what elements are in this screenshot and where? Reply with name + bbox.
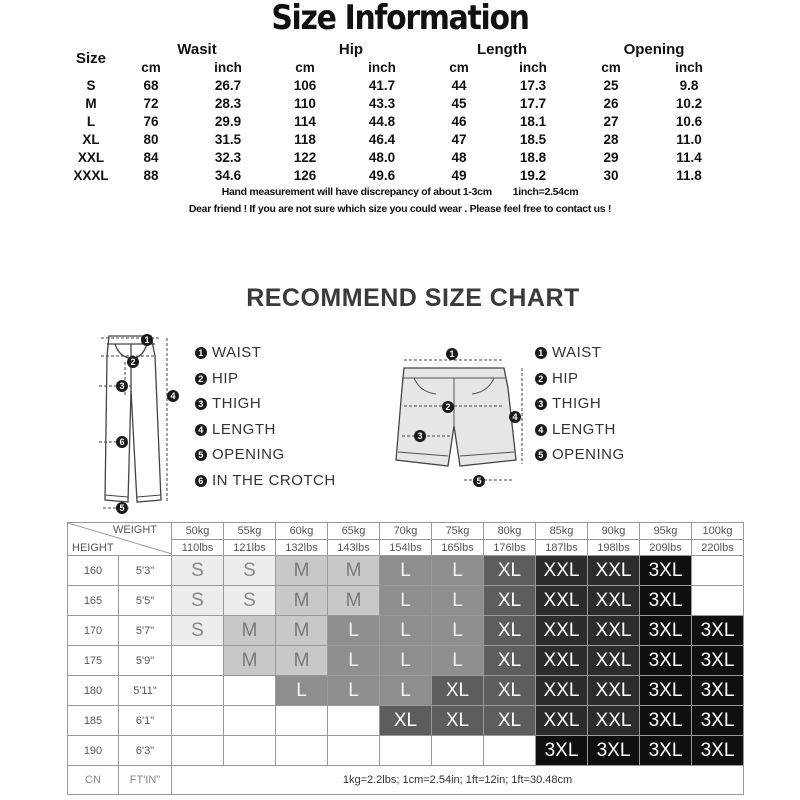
size-cell: XXL xyxy=(588,646,640,676)
value-cell: 30 xyxy=(603,167,619,183)
size-cell: 3XL xyxy=(640,556,692,586)
recommend-title: RECOMMEND SIZE CHART xyxy=(246,284,580,312)
size-cell: L xyxy=(276,676,328,706)
value-cell: 126 xyxy=(293,167,317,183)
legend-label: HIP xyxy=(552,369,579,387)
number-5-icon: 5 xyxy=(195,449,207,461)
weight-kg: 55kg xyxy=(224,523,276,540)
size-cell: S xyxy=(172,616,224,646)
size-cell: XL xyxy=(432,706,484,736)
size-cell: M xyxy=(276,616,328,646)
size-cell: XXL xyxy=(536,586,588,616)
number-4-icon: 4 xyxy=(535,424,547,436)
size-cell: S xyxy=(224,586,276,616)
size-cell: XL xyxy=(432,676,484,706)
size-cell xyxy=(328,706,380,736)
value-cell: 18.8 xyxy=(519,149,547,165)
size-cell xyxy=(224,706,276,736)
size-cell: 3XL xyxy=(692,646,744,676)
value-cell: 17.3 xyxy=(519,77,547,93)
number-4-icon: 4 xyxy=(195,424,207,436)
weight-lbs: 176lbs xyxy=(484,540,536,556)
table-row xyxy=(68,736,744,766)
table-row xyxy=(62,166,732,184)
value-cell: 46.4 xyxy=(368,131,396,147)
size-cell: L xyxy=(432,586,484,616)
value-cell: 88 xyxy=(143,167,159,183)
weight-lbs: 187lbs xyxy=(536,540,588,556)
legend-label: OPENING xyxy=(552,446,625,463)
shorts-marker-4-icon: 4 xyxy=(509,411,521,423)
height-ft: 5'11" xyxy=(119,676,172,706)
value-cell: 72 xyxy=(143,95,159,111)
size-cell: L xyxy=(380,646,432,676)
unit-header: cm xyxy=(141,59,161,75)
legend-label: LENGTH xyxy=(212,420,276,438)
legend-item xyxy=(535,417,625,443)
size-cell: M xyxy=(85,95,97,111)
table-row xyxy=(68,676,744,706)
size-cell xyxy=(692,586,744,616)
number-3-icon: 3 xyxy=(195,398,207,410)
value-cell: 43.3 xyxy=(368,95,396,111)
marker-2-icon: 2 xyxy=(127,356,139,368)
page-title: Size Information xyxy=(271,0,529,38)
size-cell: L xyxy=(380,586,432,616)
size-cell xyxy=(172,676,224,706)
number-6-icon: 6 xyxy=(195,475,207,487)
legend-item xyxy=(195,391,336,417)
height-label: HEIGHT xyxy=(72,542,114,554)
size-cell: L xyxy=(380,616,432,646)
value-cell: 18.5 xyxy=(519,131,547,147)
value-cell: 118 xyxy=(294,131,316,147)
height-cm: 170 xyxy=(68,616,119,646)
size-cell: XXXL xyxy=(73,167,109,183)
size-cell: 3XL xyxy=(640,646,692,676)
weight-kg: 90kg xyxy=(588,523,640,540)
size-cell: S xyxy=(172,586,224,616)
size-cell: L xyxy=(432,646,484,676)
size-cell xyxy=(380,736,432,766)
size-cell: S xyxy=(86,77,96,93)
size-info-table xyxy=(62,40,732,184)
size-cell: M xyxy=(276,646,328,676)
size-cell: M xyxy=(224,646,276,676)
value-cell: 19.2 xyxy=(519,167,547,183)
size-cell: 3XL xyxy=(640,616,692,646)
weight-lbs: 143lbs xyxy=(328,540,380,556)
legend-item xyxy=(195,442,336,468)
weight-lbs: 121lbs xyxy=(224,540,276,556)
value-cell: 48.0 xyxy=(368,149,396,165)
group-header: Opening xyxy=(623,40,685,58)
height-cm: 175 xyxy=(68,646,119,676)
value-cell: 26.7 xyxy=(214,77,242,93)
legend-item xyxy=(195,366,336,392)
value-cell: 48 xyxy=(451,149,467,165)
unit-header: cm xyxy=(295,59,315,75)
size-cell: XL xyxy=(484,706,536,736)
weight-lbs: 220lbs xyxy=(692,540,744,556)
value-cell: 11.4 xyxy=(676,149,702,165)
conversion-note: 1kg=2.2lbs; 1cm=2.54in; 1ft=12in; 1ft=30.48cm xyxy=(172,766,744,795)
value-cell: 49.6 xyxy=(368,167,396,183)
legend-item xyxy=(535,340,625,366)
value-cell: 41.7 xyxy=(368,77,396,93)
value-cell: 122 xyxy=(293,149,317,165)
unit-header-row xyxy=(62,58,732,76)
size-cell: XXL xyxy=(588,676,640,706)
value-cell: 18.1 xyxy=(519,113,547,129)
unit-header: inch xyxy=(214,59,242,75)
contact-note: Dear friend ! If you are not sure which size you could wear . Please feel free to contact us ! xyxy=(188,203,612,215)
weight-label: WEIGHT xyxy=(113,524,157,536)
shorts-marker-5-icon: 5 xyxy=(473,475,485,487)
size-cell: S xyxy=(224,556,276,586)
value-cell: 44 xyxy=(451,77,467,93)
size-cell: XXL xyxy=(536,676,588,706)
weight-header-row xyxy=(68,523,744,540)
size-cell xyxy=(224,736,276,766)
size-cell xyxy=(224,676,276,706)
size-cell: XXL xyxy=(588,616,640,646)
pants-diagram xyxy=(95,330,195,520)
weight-kg: 85kg xyxy=(536,523,588,540)
shorts-marker-2-icon: 2 xyxy=(442,401,454,413)
table-row xyxy=(68,646,744,676)
corner-header xyxy=(68,523,172,556)
value-cell: 10.6 xyxy=(675,113,703,129)
size-cell: 3XL xyxy=(692,676,744,706)
value-cell: 76 xyxy=(143,113,159,129)
value-cell: 106 xyxy=(293,77,317,93)
height-ft: 5'9" xyxy=(119,646,172,676)
value-cell: 28.3 xyxy=(214,95,242,111)
size-label: Size xyxy=(75,49,106,67)
group-header: Hip xyxy=(338,40,364,58)
size-cell: L xyxy=(86,113,96,129)
size-cell xyxy=(276,736,328,766)
number-2-icon: 2 xyxy=(535,373,547,385)
weight-kg: 100kg xyxy=(692,523,744,540)
height-cm: 180 xyxy=(68,676,119,706)
value-cell: 29.9 xyxy=(214,113,242,129)
value-cell: 47 xyxy=(451,131,467,147)
marker-1-icon: 1 xyxy=(141,334,153,346)
marker-6-icon: 6 xyxy=(116,436,128,448)
number-2-icon: 2 xyxy=(195,373,207,385)
size-cell: L xyxy=(328,616,380,646)
weight-kg: 75kg xyxy=(432,523,484,540)
height-ft: 5'3" xyxy=(119,556,172,586)
size-cell: 3XL xyxy=(640,586,692,616)
weight-kg: 65kg xyxy=(328,523,380,540)
table-row xyxy=(68,706,744,736)
weight-lbs: 165lbs xyxy=(432,540,484,556)
size-cell: 3XL xyxy=(640,736,692,766)
size-cell: XXL xyxy=(536,706,588,736)
marker-4-icon: 4 xyxy=(167,390,179,402)
footer-cn: CN xyxy=(68,766,119,795)
shorts-marker-1-icon: 1 xyxy=(446,348,458,360)
table-row xyxy=(62,94,732,112)
legend-label: OPENING xyxy=(212,446,285,463)
size-cell xyxy=(692,556,744,586)
table-row xyxy=(62,148,732,166)
height-ft: 5'7" xyxy=(119,616,172,646)
size-cell xyxy=(172,706,224,736)
value-cell: 46 xyxy=(451,113,467,129)
size-cell xyxy=(432,736,484,766)
value-cell: 26 xyxy=(603,95,619,111)
value-cell: 45 xyxy=(451,95,467,111)
value-cell: 34.6 xyxy=(214,167,242,183)
value-cell: 68 xyxy=(143,77,159,93)
legend-item xyxy=(535,366,625,392)
size-cell: XL xyxy=(484,556,536,586)
value-cell: 25 xyxy=(603,77,619,93)
legend-label: WAIST xyxy=(552,344,602,361)
table-row xyxy=(62,76,732,94)
size-cell: XL xyxy=(82,131,100,147)
size-cell xyxy=(328,736,380,766)
legend-item xyxy=(535,442,625,468)
number-3-icon: 3 xyxy=(535,398,547,410)
group-header: Length xyxy=(477,40,527,58)
size-cell xyxy=(276,706,328,736)
value-cell: 17.7 xyxy=(519,95,547,111)
number-1-icon: 1 xyxy=(195,347,207,359)
marker-5-icon: 5 xyxy=(116,502,128,514)
table-row xyxy=(68,616,744,646)
weight-lbs: 110lbs xyxy=(172,540,224,556)
shorts-marker-3-icon: 3 xyxy=(414,430,426,442)
size-cell xyxy=(484,736,536,766)
value-cell: 11.0 xyxy=(676,131,702,147)
size-cell xyxy=(172,736,224,766)
number-1-icon: 1 xyxy=(535,347,547,359)
pants-legend xyxy=(195,340,336,493)
legend-label: LENGTH xyxy=(552,420,616,438)
shorts-legend xyxy=(535,340,625,468)
value-cell: 110 xyxy=(294,95,316,111)
value-cell: 10.2 xyxy=(675,95,703,111)
unit-header: inch xyxy=(368,59,396,75)
value-cell: 28 xyxy=(603,131,619,147)
height-cm: 165 xyxy=(68,586,119,616)
size-cell: XL xyxy=(380,706,432,736)
size-cell: 3XL xyxy=(640,676,692,706)
value-cell: 32.3 xyxy=(214,149,242,165)
number-5-icon: 5 xyxy=(535,449,547,461)
legend-label: HIP xyxy=(212,369,239,387)
size-cell: S xyxy=(172,556,224,586)
size-cell: M xyxy=(276,586,328,616)
table-row xyxy=(62,112,732,130)
value-cell: 49 xyxy=(451,167,467,183)
height-cm: 160 xyxy=(68,556,119,586)
size-cell: XXL xyxy=(588,706,640,736)
weight-kg: 70kg xyxy=(380,523,432,540)
weight-kg: 60kg xyxy=(276,523,328,540)
size-cell: XXL xyxy=(588,586,640,616)
size-cell: XXL xyxy=(536,616,588,646)
height-cm: 190 xyxy=(68,736,119,766)
recommend-size-table xyxy=(67,522,744,795)
size-cell: L xyxy=(328,676,380,706)
weight-lbs: 198lbs xyxy=(588,540,640,556)
group-header: Wasit xyxy=(177,40,217,58)
table-row xyxy=(62,130,732,148)
value-cell: 80 xyxy=(143,131,159,147)
size-cell: XXL xyxy=(588,556,640,586)
value-cell: 114 xyxy=(294,113,316,129)
legend-item xyxy=(195,340,336,366)
marker-3-icon: 3 xyxy=(116,380,128,392)
measurement-note: Hand measurement will have discrepancy of about 1-3cm 1inch=2.54cm xyxy=(221,186,579,198)
value-cell: 44.8 xyxy=(368,113,396,129)
weight-lbs: 132lbs xyxy=(276,540,328,556)
size-cell: 3XL xyxy=(588,736,640,766)
unit-header: inch xyxy=(519,59,547,75)
size-cell: XXL xyxy=(77,149,105,165)
height-cm: 185 xyxy=(68,706,119,736)
size-cell: XXL xyxy=(536,556,588,586)
value-cell: 84 xyxy=(143,149,159,165)
size-cell: L xyxy=(380,556,432,586)
legend-item xyxy=(195,468,336,494)
footer-row xyxy=(68,766,744,795)
legend-item xyxy=(195,417,336,443)
size-cell: M xyxy=(224,616,276,646)
value-cell: 11.8 xyxy=(676,167,702,183)
weight-lbs: 209lbs xyxy=(640,540,692,556)
size-cell: L xyxy=(432,616,484,646)
weight-kg: 80kg xyxy=(484,523,536,540)
table-row xyxy=(68,586,744,616)
size-cell: L xyxy=(328,646,380,676)
size-cell: XL xyxy=(484,676,536,706)
size-cell: XL xyxy=(484,586,536,616)
unit-header: inch xyxy=(675,59,703,75)
value-cell: 9.8 xyxy=(679,77,699,93)
value-cell: 31.5 xyxy=(214,131,242,147)
footer-ftin: FT'IN" xyxy=(119,766,172,795)
legend-item xyxy=(535,391,625,417)
size-cell: M xyxy=(328,556,380,586)
size-cell: XL xyxy=(484,646,536,676)
value-cell: 29 xyxy=(603,149,619,165)
table-row xyxy=(68,556,744,586)
weight-kg: 50kg xyxy=(172,523,224,540)
size-cell: 3XL xyxy=(536,736,588,766)
size-cell: 3XL xyxy=(692,616,744,646)
size-cell: XXL xyxy=(536,646,588,676)
height-ft: 5'5" xyxy=(119,586,172,616)
legend-label: THIGH xyxy=(212,395,262,412)
size-cell: L xyxy=(432,556,484,586)
legend-label: THIGH xyxy=(552,395,602,412)
size-header-row xyxy=(62,40,732,58)
legend-label: WAIST xyxy=(212,344,262,361)
value-cell: 27 xyxy=(603,113,619,129)
size-cell: M xyxy=(328,586,380,616)
weight-lbs: 154lbs xyxy=(380,540,432,556)
height-ft: 6'3" xyxy=(119,736,172,766)
height-ft: 6'1" xyxy=(119,706,172,736)
weight-kg: 95kg xyxy=(640,523,692,540)
unit-header: cm xyxy=(449,59,469,75)
size-cell: 3XL xyxy=(692,706,744,736)
legend-label: IN THE CROTCH xyxy=(212,471,336,489)
unit-header: cm xyxy=(601,59,621,75)
size-cell: 3XL xyxy=(640,706,692,736)
size-cell: M xyxy=(276,556,328,586)
size-cell: L xyxy=(380,676,432,706)
size-cell xyxy=(172,646,224,676)
size-cell: XL xyxy=(484,616,536,646)
size-cell: 3XL xyxy=(692,736,744,766)
